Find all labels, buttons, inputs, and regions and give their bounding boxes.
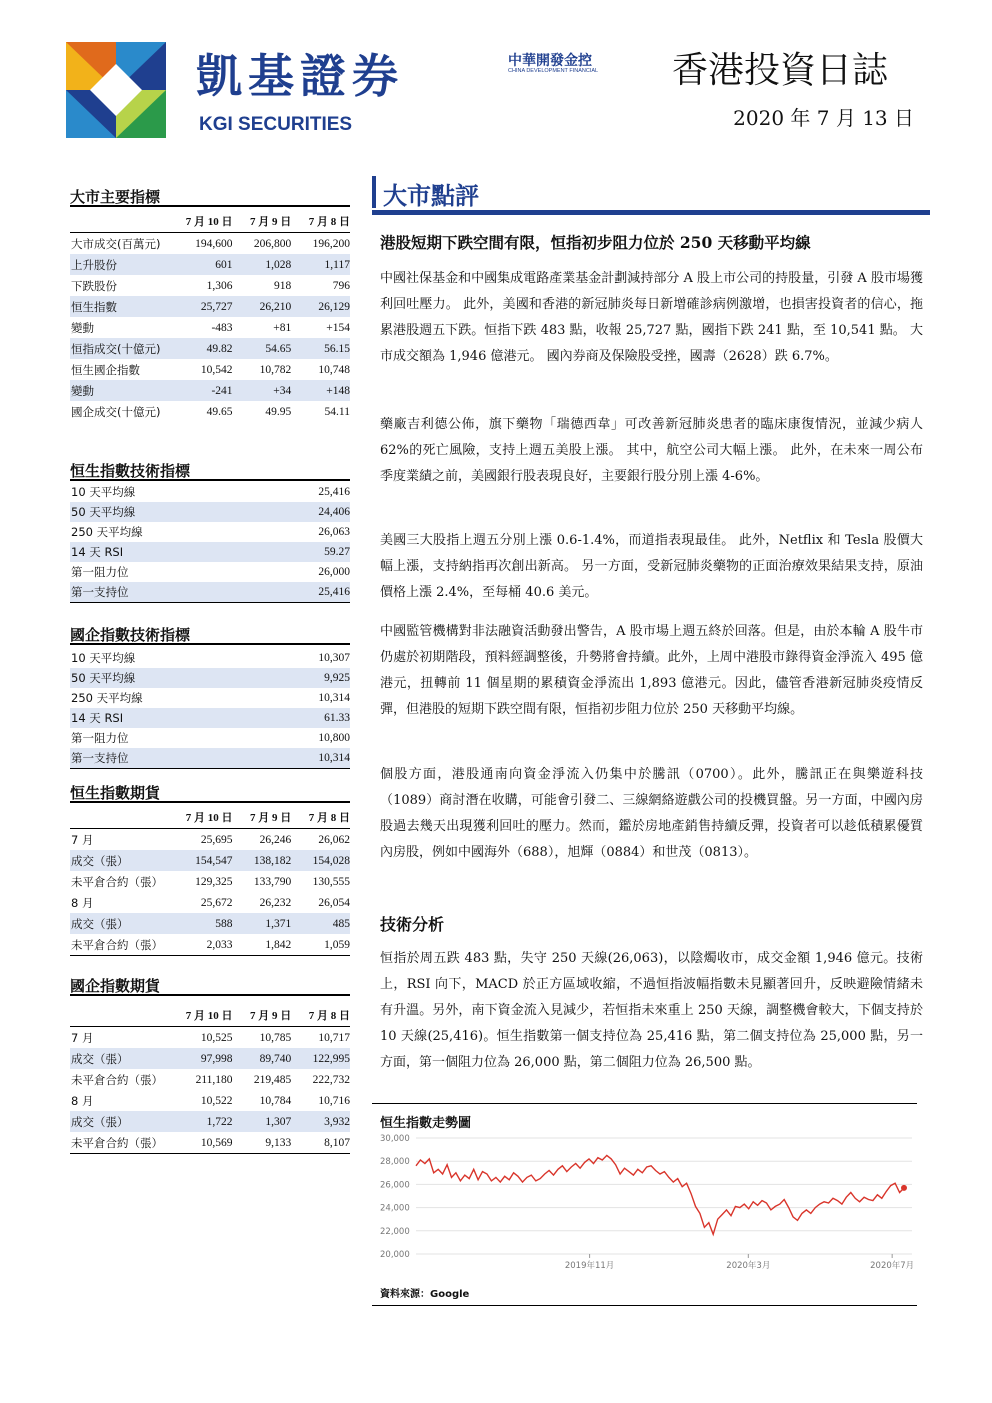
cell: 10,800 xyxy=(318,732,350,744)
table-row xyxy=(70,829,350,851)
table-header-row xyxy=(70,1004,350,1027)
cell: 10,525 xyxy=(200,1031,233,1044)
chart-grid xyxy=(416,1138,912,1254)
section-rule xyxy=(70,994,350,996)
row-label: 8 月 xyxy=(71,895,94,910)
cell: 133,790 xyxy=(253,875,292,888)
table-row xyxy=(70,1132,350,1154)
cell: +81 xyxy=(273,321,292,334)
cell: 59.27 xyxy=(265,542,350,562)
report-date: 2020 年 7 月 13 日 xyxy=(733,106,914,130)
hsi-futures-table xyxy=(70,806,350,956)
table-row xyxy=(70,1069,350,1090)
table-row xyxy=(70,296,350,317)
cell: +34 xyxy=(233,380,292,401)
cell: 10,748 xyxy=(318,363,350,376)
row-label: 未平倉合約（張） xyxy=(70,1132,166,1154)
table-row xyxy=(70,401,350,422)
cell: 154,547 xyxy=(166,850,233,871)
cell: 219,485 xyxy=(253,1073,292,1086)
table-row xyxy=(70,522,350,542)
commentary-headline: 港股短期下跌空間有限，恒指初步阻力位於 250 天移動平均線 xyxy=(380,233,811,252)
cell: 24,406 xyxy=(265,502,350,522)
chart-rule xyxy=(372,1305,917,1306)
cell: 1,059 xyxy=(291,934,350,956)
col-header: 7 月 9 日 xyxy=(233,1004,292,1027)
chart-series-line xyxy=(416,1155,904,1234)
chart-y-tick-label: 22,000 xyxy=(380,1226,410,1237)
row-label: 恒指成交(十億元) xyxy=(70,338,166,359)
cell: 54.11 xyxy=(324,405,350,418)
row-label: 250 天平均線 xyxy=(71,691,143,705)
cell: 194,600 xyxy=(195,237,233,250)
chart-last-point xyxy=(901,1185,907,1191)
commentary-title: 大市點評 xyxy=(383,182,479,210)
table-row xyxy=(70,1048,350,1069)
cell: 196,200 xyxy=(312,237,350,250)
col-header: 7 月 9 日 xyxy=(233,806,292,829)
table-row xyxy=(70,871,350,892)
table-row xyxy=(70,708,350,728)
col-header: 7 月 8 日 xyxy=(291,1004,350,1027)
cell: 10,717 xyxy=(318,1031,350,1044)
chart-y-tick-label: 26,000 xyxy=(380,1180,410,1191)
cell: 485 xyxy=(291,913,350,934)
cell: 89,740 xyxy=(233,1048,292,1069)
table-row xyxy=(70,1090,350,1111)
cell: 26,246 xyxy=(259,833,292,846)
cell: 49.65 xyxy=(206,405,233,418)
commentary-paragraph: 美國三大股指上週五分別上漲 0.6-1.4%，而道指表現最佳。 此外，Netflix 和 Tesla 股價大幅上漲，支持納指再次創出新高。 另一方面，受新冠肺炎藥物的正面治療效果結果支持，原油價格上漲 2.4%，至每桶 40.6 美元。 xyxy=(380,533,923,600)
cell: 1,371 xyxy=(233,913,292,934)
chart-title: 恒生指數走勢圖 xyxy=(380,1116,472,1131)
table-row xyxy=(70,275,350,296)
row-label: 7 月 xyxy=(71,832,94,847)
table-row xyxy=(70,648,350,668)
market-indicators-title: 大市主要指標 xyxy=(70,188,161,206)
hscei-futures-table xyxy=(70,1004,350,1154)
cell: 122,995 xyxy=(291,1048,350,1069)
cell: 26,062 xyxy=(318,833,350,846)
table-row xyxy=(70,1027,350,1049)
table-header-row xyxy=(70,210,350,233)
row-label: 變動 xyxy=(70,380,166,401)
commentary-paragraph: 個股方面，港股通南向資金淨流入仍集中於騰訊（0700）。此外，騰訊正在與樂遊科技（1089）商討潛在收購，可能會引發二、三線網絡遊戲公司的投機買盤。另一方面，中國內房股過去幾天出現獲利回吐的壓力。然而，鑑於房地產銷售持續反彈，投資者可以趁低積累優質內房股，例如中國海外（688），旭輝（0884）和世茂（0813）。 xyxy=(380,767,923,860)
cell: 129,325 xyxy=(195,875,233,888)
row-label: 7 月 xyxy=(71,1030,94,1045)
cell: 1,307 xyxy=(233,1111,292,1132)
brand-name-cn: 凱基證券 xyxy=(196,49,404,103)
table-row xyxy=(70,934,350,956)
row-label: 國企成交(十億元) xyxy=(71,404,161,419)
chart-rule xyxy=(372,1103,917,1104)
table-row xyxy=(70,254,350,275)
row-label: 250 天平均線 xyxy=(71,525,143,539)
col-header: 7 月 9 日 xyxy=(233,210,292,233)
row-label: 下跌股份 xyxy=(71,278,117,293)
table-row xyxy=(70,562,350,582)
brand-name-en: KGI SECURITIES xyxy=(199,114,353,135)
cell: 25,416 xyxy=(265,582,350,603)
cell: 138,182 xyxy=(233,850,292,871)
cell: 1,842 xyxy=(233,934,292,956)
chart-source: 資料來源：Google xyxy=(380,1289,470,1300)
cell: 9,925 xyxy=(265,668,350,688)
cell: 10,314 xyxy=(265,748,350,769)
cell: 97,998 xyxy=(166,1048,233,1069)
row-label: 成交（張） xyxy=(70,913,166,934)
cell: 26,000 xyxy=(318,566,350,578)
cell: 26,063 xyxy=(318,526,350,538)
row-label: 第一支持位 xyxy=(70,748,265,769)
table-row xyxy=(70,482,350,502)
cell: 3,932 xyxy=(291,1111,350,1132)
col-header: 7 月 10 日 xyxy=(166,806,233,829)
table-row xyxy=(70,913,350,934)
table-row xyxy=(70,850,350,871)
commentary-paragraph: 中國社保基金和中國集成電路產業基金計劃減持部分 A 股上市公司的持股量，引發 A 股市場獲利回吐壓力。 此外，美國和香港的新冠肺炎每日新增確診病例激增，也損害投資者的信心，拖累港股週五下跌。恒指下跌 483 點，收報 25,727 點，國指下跌 241 點，至 10,541 點。 大市成交額為 1,946 億港元。 國內券商及保險股受挫，國壽（2628）跌 6.7%。 xyxy=(380,271,923,364)
row-label: 變動 xyxy=(71,320,94,335)
row-label: 10 天平均線 xyxy=(71,485,136,499)
col-header: 7 月 10 日 xyxy=(166,210,233,233)
row-label: 10 天平均線 xyxy=(71,651,136,665)
journal-title: 香港投資日誌 xyxy=(672,50,889,91)
row-label: 未平倉合約（張） xyxy=(70,934,166,956)
table-row xyxy=(70,582,350,603)
chart-x-tick-label: 2020年3月 xyxy=(726,1261,771,1271)
cell: 9,133 xyxy=(233,1132,292,1154)
chart-x-ticks xyxy=(565,1254,914,1271)
chart-y-tick-label: 30,000 xyxy=(380,1134,410,1144)
cell: 10,542 xyxy=(200,363,233,376)
col-header: 7 月 10 日 xyxy=(166,1004,233,1027)
commentary-paragraph: 中國監管機構對非法融資活動發出警告，A 股市場上週五終於回落。但是，由於本輪 A 股牛市仍處於初期階段，預料經調整後，升勢將會持續。此外，上周中港股市錄得資金淨流入 495 億港元，扭轉前 11 個星期的累積資金淨流出 1,893 億港元。因此，儘管香港新冠肺炎疫情反彈，但港股的短期下跌空間有限，恒指初步阻力位於 250 天移動平均線。 xyxy=(380,624,923,717)
cell: 154,028 xyxy=(291,850,350,871)
cell: 2,033 xyxy=(166,934,233,956)
market-indicators-table xyxy=(70,210,350,422)
col-header: 7 月 8 日 xyxy=(291,806,350,829)
row-label: 未平倉合約（張） xyxy=(71,874,163,889)
hsi-tech-title: 恒生指數技術指標 xyxy=(70,462,191,480)
cell: 206,800 xyxy=(253,237,292,250)
table-row xyxy=(70,380,350,401)
cell: 25,695 xyxy=(200,833,233,846)
section-rule xyxy=(372,210,930,215)
cell: 26,054 xyxy=(318,896,350,909)
hsi-line-chart xyxy=(378,1130,918,1280)
cell: 10,784 xyxy=(259,1094,292,1107)
row-label: 上升股份 xyxy=(70,254,166,275)
row-label: 8 月 xyxy=(71,1093,94,1108)
section-rule xyxy=(70,801,350,803)
cell: 10,782 xyxy=(259,363,292,376)
cell: 1,117 xyxy=(291,254,350,275)
cell: 588 xyxy=(166,913,233,934)
kgi-logo xyxy=(66,42,166,138)
row-label: 50 天平均線 xyxy=(70,668,265,688)
table-row xyxy=(70,338,350,359)
cell: 49.82 xyxy=(166,338,233,359)
cell: 601 xyxy=(166,254,233,275)
cell: 1,722 xyxy=(166,1111,233,1132)
cell: 10,785 xyxy=(259,1031,292,1044)
cell: 1,306 xyxy=(206,279,233,292)
table-row xyxy=(70,317,350,338)
table-row xyxy=(70,668,350,688)
chart-y-ticks xyxy=(380,1134,410,1260)
cell: 222,732 xyxy=(312,1073,350,1086)
table-row xyxy=(70,502,350,522)
hsi-futures-title: 恒生指數期貨 xyxy=(70,784,161,802)
cell: 10,569 xyxy=(166,1132,233,1154)
section-rule xyxy=(70,479,350,481)
cell: 796 xyxy=(332,279,350,292)
cell: 130,555 xyxy=(312,875,350,888)
cell: 61.33 xyxy=(265,708,350,728)
cell: +154 xyxy=(326,321,350,334)
cell: 56.15 xyxy=(291,338,350,359)
section-rule xyxy=(70,205,350,207)
row-label: 50 天平均線 xyxy=(70,502,265,522)
partner-name-cn: 中華開發金控 xyxy=(508,53,592,69)
table-row xyxy=(70,892,350,913)
row-label: 第一阻力位 xyxy=(71,731,129,745)
section-rule xyxy=(70,643,350,645)
cell: 1,028 xyxy=(233,254,292,275)
row-label: 第一支持位 xyxy=(70,582,265,603)
cell: -483 xyxy=(211,321,233,334)
table-row xyxy=(70,542,350,562)
cell: 10,716 xyxy=(318,1094,350,1107)
technical-analysis-paragraph: 恒指於周五跌 483 點，失守 250 天線(26,063)，以陰燭收市，成交金額 1,946 億元。技術上，RSI 向下，MACD 於正方區域收縮，不過恒指波幅指數未見顯著回升，反映避險情緒未有升溫。另外，南下資金流入見減少，若恒指未來重上 250 天線，調整機會較大，下個支持於 10 天線(25,416)。恒生指數第一個支持位為 25,416 點，第二個支持位為 25,000 點，另一方面，第一個阻力位為 26,000 點，第二個阻力位為 26,500 點。 xyxy=(380,951,923,1070)
cell: +148 xyxy=(291,380,350,401)
cell: 26,210 xyxy=(233,296,292,317)
row-label: 14 天 RSI xyxy=(70,542,265,562)
row-label: 14 天 RSI xyxy=(70,708,265,728)
cell: 25,727 xyxy=(166,296,233,317)
table-row xyxy=(70,728,350,748)
section-accent-bar xyxy=(372,176,376,208)
chart-y-tick-label: 20,000 xyxy=(380,1250,410,1260)
cell: 10,314 xyxy=(318,692,350,704)
cell: 10,522 xyxy=(200,1094,233,1107)
chart-x-tick-label: 2019年11月 xyxy=(564,1261,615,1271)
table-row xyxy=(70,748,350,769)
cell: 54.65 xyxy=(233,338,292,359)
cell: 49.95 xyxy=(265,405,292,418)
table-row xyxy=(70,688,350,708)
table-row xyxy=(70,359,350,380)
cell: 26,129 xyxy=(291,296,350,317)
table-row xyxy=(70,1111,350,1132)
row-label: 第一阻力位 xyxy=(71,565,129,579)
cell: 918 xyxy=(274,279,292,292)
table-row xyxy=(70,233,350,255)
row-label: 成交（張） xyxy=(70,1111,166,1132)
chart-y-tick-label: 28,000 xyxy=(380,1157,410,1168)
technical-analysis-title: 技術分析 xyxy=(380,915,445,934)
hscei-futures-title: 國企指數期貨 xyxy=(70,977,161,995)
row-label: 未平倉合約（張） xyxy=(71,1072,163,1087)
cell: -241 xyxy=(166,380,233,401)
row-label: 恒生指數 xyxy=(70,296,166,317)
hscei-tech-table xyxy=(70,648,350,769)
col-header: 7 月 8 日 xyxy=(291,210,350,233)
row-label: 恒生國企指數 xyxy=(71,362,140,377)
hscei-tech-title: 國企指數技術指標 xyxy=(70,626,191,644)
cell: 25,672 xyxy=(200,896,233,909)
cell: 8,107 xyxy=(291,1132,350,1154)
cell: 25,416 xyxy=(318,486,350,498)
cell: 26,232 xyxy=(259,896,292,909)
chart-y-tick-label: 24,000 xyxy=(380,1203,410,1214)
partner-name-en: CHINA DEVELOPMENT FINANCIAL xyxy=(508,68,599,74)
commentary-paragraph: 藥廠吉利德公佈，旗下藥物「瑞德西韋」可改善新冠肺炎患者的臨床康復情況，並減少病人 62%的死亡風險，支持上週五美股上漲。 其中，航空公司大幅上漲。 此外，在未來一周公布季度業績之前，美國銀行股表現良好，主要銀行股分別上漲 4-6%。 xyxy=(380,417,923,484)
table-header-row xyxy=(70,806,350,829)
row-label: 成交（張） xyxy=(70,1048,166,1069)
cell: 10,307 xyxy=(318,652,350,664)
row-label: 成交（張） xyxy=(70,850,166,871)
hsi-tech-table xyxy=(70,482,350,603)
row-label: 大市成交(百萬元) xyxy=(71,236,161,251)
chart-x-tick-label: 2020年7月 xyxy=(870,1261,915,1271)
cell: 211,180 xyxy=(195,1073,233,1086)
